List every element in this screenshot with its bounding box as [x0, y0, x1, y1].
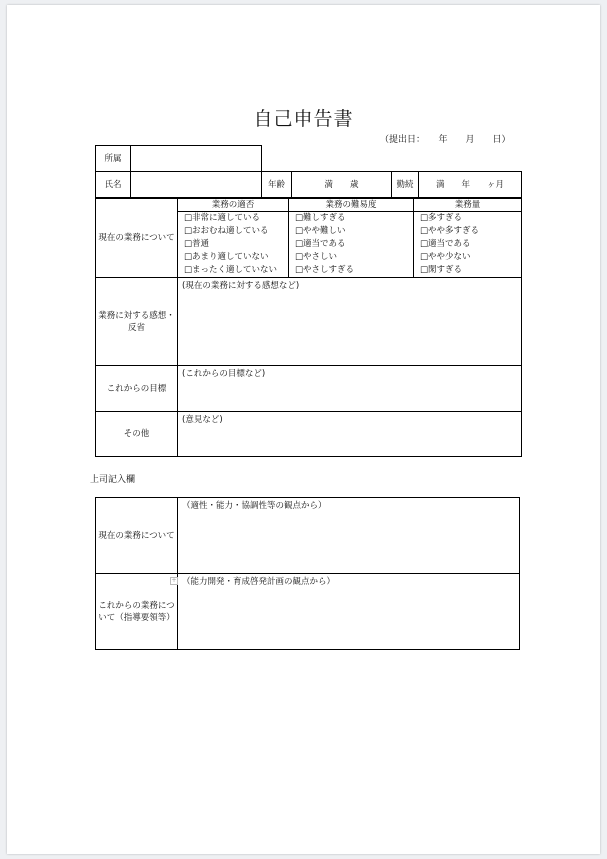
col-header-suitability: 業務の適否	[178, 199, 289, 212]
submission-date: （提出日： 年 月 日）	[380, 135, 511, 145]
employee-info-table	[95, 145, 522, 198]
checkbox-option[interactable]: □やさしすぎる	[295, 265, 355, 275]
checkbox-option[interactable]: □やや難しい	[295, 226, 346, 236]
checkbox-option[interactable]: □やや少ない	[420, 252, 471, 262]
checkbox-option[interactable]: □やや多すぎる	[420, 226, 480, 236]
workload-options	[414, 212, 522, 278]
checkbox-option[interactable]: □あまり適していない	[184, 252, 269, 262]
affiliation-label: 所属	[96, 146, 131, 172]
reflection-field[interactable]: (現在の業務に対する感想など)	[178, 278, 522, 366]
current-job-label: 現在の業務について	[96, 199, 178, 278]
checkbox-option[interactable]: □非常に適している	[184, 213, 261, 223]
supervisor-future-label	[96, 574, 178, 650]
other-field[interactable]: (意見など)	[178, 412, 522, 457]
checkbox-option[interactable]: □やさしい	[295, 252, 338, 262]
checkbox-option[interactable]: □適当である	[295, 239, 346, 249]
suitability-options	[178, 212, 289, 278]
checkbox-option[interactable]: □普通	[184, 239, 210, 249]
goals-label: これからの目標	[96, 366, 178, 412]
form-title: 自己申告書	[253, 108, 354, 130]
supervisor-section-title: 上司記入欄	[90, 475, 136, 485]
checkbox-option[interactable]: □多すぎる	[420, 213, 463, 223]
supervisor-future-field[interactable]: （能力開発・育成啓発計画の観点から）	[178, 574, 520, 650]
goals-field[interactable]: (これからの目標など)	[178, 366, 522, 412]
supervisor-current-label: 現在の業務について	[96, 498, 178, 574]
reflection-label: 業務に対する感想・反省	[96, 278, 178, 366]
cell-handle-icon: +	[171, 577, 177, 584]
checkbox-option[interactable]: □難しすぎる	[295, 213, 346, 223]
supervisor-table	[95, 497, 520, 650]
age-label: 年齢	[262, 172, 292, 198]
name-label: 氏名	[96, 172, 131, 198]
affiliation-field[interactable]	[131, 146, 262, 172]
checkbox-option[interactable]: □おおむね適している	[184, 226, 269, 236]
tenure-value[interactable]: 満 年 ヶ月	[419, 172, 522, 198]
tenure-label: 勤続	[392, 172, 419, 198]
checkbox-option[interactable]: □閑すぎる	[420, 265, 463, 275]
self-assessment-table	[95, 198, 522, 457]
col-header-difficulty: 業務の難易度	[289, 199, 414, 212]
supervisor-future-label-text: これからの業務について（指導要領等）	[98, 600, 175, 623]
checkbox-option[interactable]: □適当である	[420, 239, 471, 249]
age-value[interactable]: 満 歳	[292, 172, 392, 198]
checkbox-option[interactable]: □まったく適していない	[184, 265, 278, 275]
difficulty-options	[289, 212, 414, 278]
supervisor-current-field[interactable]: （適性・能力・協調性等の観点から）	[178, 498, 520, 574]
other-label: その他	[96, 412, 178, 457]
col-header-workload: 業務量	[414, 199, 522, 212]
name-field[interactable]	[131, 172, 262, 198]
